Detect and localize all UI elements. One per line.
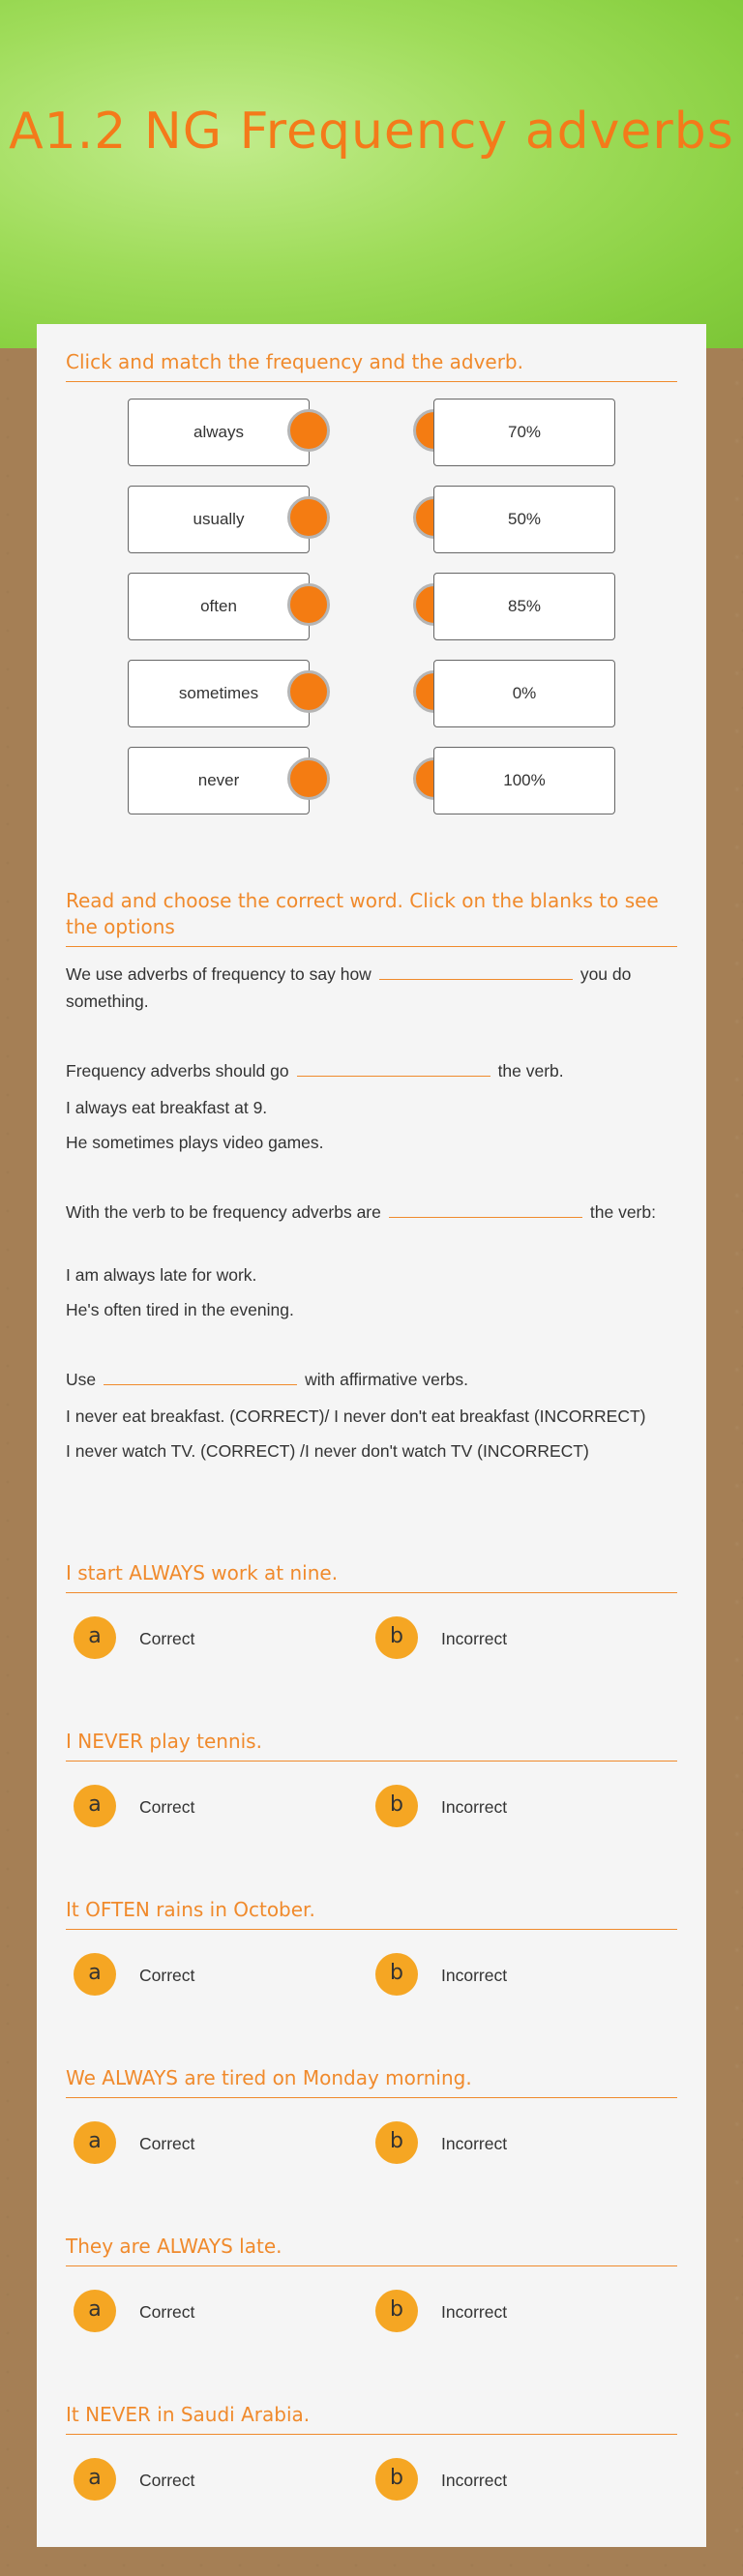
question-2-option-a[interactable] [74, 1785, 344, 1829]
fill-heading: Read and choose the correct word. Click on the blanks to see the options [66, 888, 677, 947]
option-b-badge: b [375, 1785, 418, 1827]
question-4-title: We ALWAYS are tired on Monday morning. [66, 2065, 677, 2098]
option-b-label: Incorrect [441, 1966, 508, 1985]
question-3-option-b[interactable] [375, 1953, 646, 1998]
question-2-option-b[interactable] [375, 1785, 646, 1829]
p3-example-2: He's often tired in the evening. [66, 1300, 294, 1319]
question-4-option-b[interactable] [375, 2121, 646, 2166]
match-handle-left-3[interactable] [287, 583, 330, 626]
option-b-label: Incorrect [441, 2471, 508, 2490]
match-right-0[interactable]: 0% [433, 660, 615, 727]
option-a-badge: a [74, 2458, 116, 2501]
p2-text-after: the verb. [497, 1061, 564, 1081]
question-5-option-a[interactable] [74, 2290, 344, 2334]
blank-4[interactable] [104, 1366, 297, 1385]
p4-text-before: Use [66, 1370, 97, 1389]
question-5-title: They are ALWAYS late. [66, 2234, 677, 2266]
question-2-title: I NEVER play tennis. [66, 1729, 677, 1762]
option-a-badge: a [74, 2121, 116, 2164]
match-handle-left-5[interactable] [287, 757, 330, 800]
match-handle-left-1[interactable] [287, 409, 330, 452]
option-b-badge: b [375, 2290, 418, 2332]
fill-paragraph-4 [66, 1366, 677, 1393]
p2-example-2: He sometimes plays video games. [66, 1133, 324, 1152]
question-6-option-b[interactable] [375, 2458, 646, 2502]
worksheet [37, 324, 706, 2547]
match-right-85[interactable]: 85% [433, 573, 615, 640]
match-handle-left-2[interactable] [287, 496, 330, 539]
question-3-title: It OFTEN rains in October. [66, 1897, 677, 1930]
option-b-badge: b [375, 2458, 418, 2501]
blank-3[interactable] [389, 1199, 582, 1218]
match-right-50[interactable]: 50% [433, 486, 615, 553]
option-a-badge: a [74, 1616, 116, 1659]
option-a-label: Correct [139, 1797, 195, 1817]
match-left-sometimes[interactable]: sometimes [128, 660, 310, 727]
match-left-usually[interactable]: usually [128, 486, 310, 553]
option-b-label: Incorrect [441, 2134, 508, 2153]
matching-heading: Click and match the frequency and the adverb. [66, 349, 677, 382]
option-a-label: Correct [139, 1629, 195, 1648]
match-right-70[interactable]: 70% [433, 399, 615, 466]
match-left-often[interactable]: often [128, 573, 310, 640]
blank-2[interactable] [297, 1057, 490, 1077]
option-b-badge: b [375, 1953, 418, 1996]
question-6-title: It NEVER in Saudi Arabia. [66, 2402, 677, 2435]
option-a-label: Correct [139, 1966, 195, 1985]
question-1-option-b[interactable] [375, 1616, 646, 1661]
option-a-badge: a [74, 2290, 116, 2332]
fill-paragraph-2 [66, 1057, 677, 1084]
option-a-label: Correct [139, 2302, 195, 2322]
p2-text-before: Frequency adverbs should go [66, 1061, 289, 1081]
p4-example-2: I never watch TV. (CORRECT) /I never don't watch TV (INCORRECT) [66, 1441, 589, 1461]
blank-1[interactable] [379, 961, 573, 980]
match-right-100[interactable]: 100% [433, 747, 615, 814]
p1-text-after: you do something. [66, 964, 632, 1011]
match-handle-left-4[interactable] [287, 670, 330, 713]
option-b-label: Incorrect [441, 1629, 508, 1648]
fill-paragraph-1 [66, 961, 677, 1015]
option-b-label: Incorrect [441, 2302, 508, 2322]
header-banner [0, 0, 743, 348]
option-a-badge: a [74, 1785, 116, 1827]
question-6-option-a[interactable] [74, 2458, 344, 2502]
match-left-always[interactable]: always [128, 399, 310, 466]
option-b-label: Incorrect [441, 1797, 508, 1817]
p3-example-1: I am always late for work. [66, 1265, 257, 1285]
p4-example-1: I never eat breakfast. (CORRECT)/ I never don't eat breakfast (INCORRECT) [66, 1406, 646, 1426]
option-b-badge: b [375, 2121, 418, 2164]
p3-text-after: the verb: [589, 1202, 656, 1222]
page-title: A1.2 NG Frequency adverbs [9, 103, 734, 161]
option-a-label: Correct [139, 2471, 195, 2490]
match-left-never[interactable]: never [128, 747, 310, 814]
option-a-label: Correct [139, 2134, 195, 2153]
question-1-title: I start ALWAYS work at nine. [66, 1560, 677, 1593]
p2-example-1: I always eat breakfast at 9. [66, 1098, 268, 1117]
p1-text-before: We use adverbs of frequency to say how [66, 964, 372, 984]
question-1-option-a[interactable] [74, 1616, 344, 1661]
option-a-badge: a [74, 1953, 116, 1996]
question-3-option-a[interactable] [74, 1953, 344, 1998]
question-4-option-a[interactable] [74, 2121, 344, 2166]
option-b-badge: b [375, 1616, 418, 1659]
question-5-option-b[interactable] [375, 2290, 646, 2334]
p4-text-after: with affirmative verbs. [305, 1370, 469, 1389]
p3-text-before: With the verb to be frequency adverbs are [66, 1202, 381, 1222]
fill-paragraph-3 [66, 1199, 677, 1226]
